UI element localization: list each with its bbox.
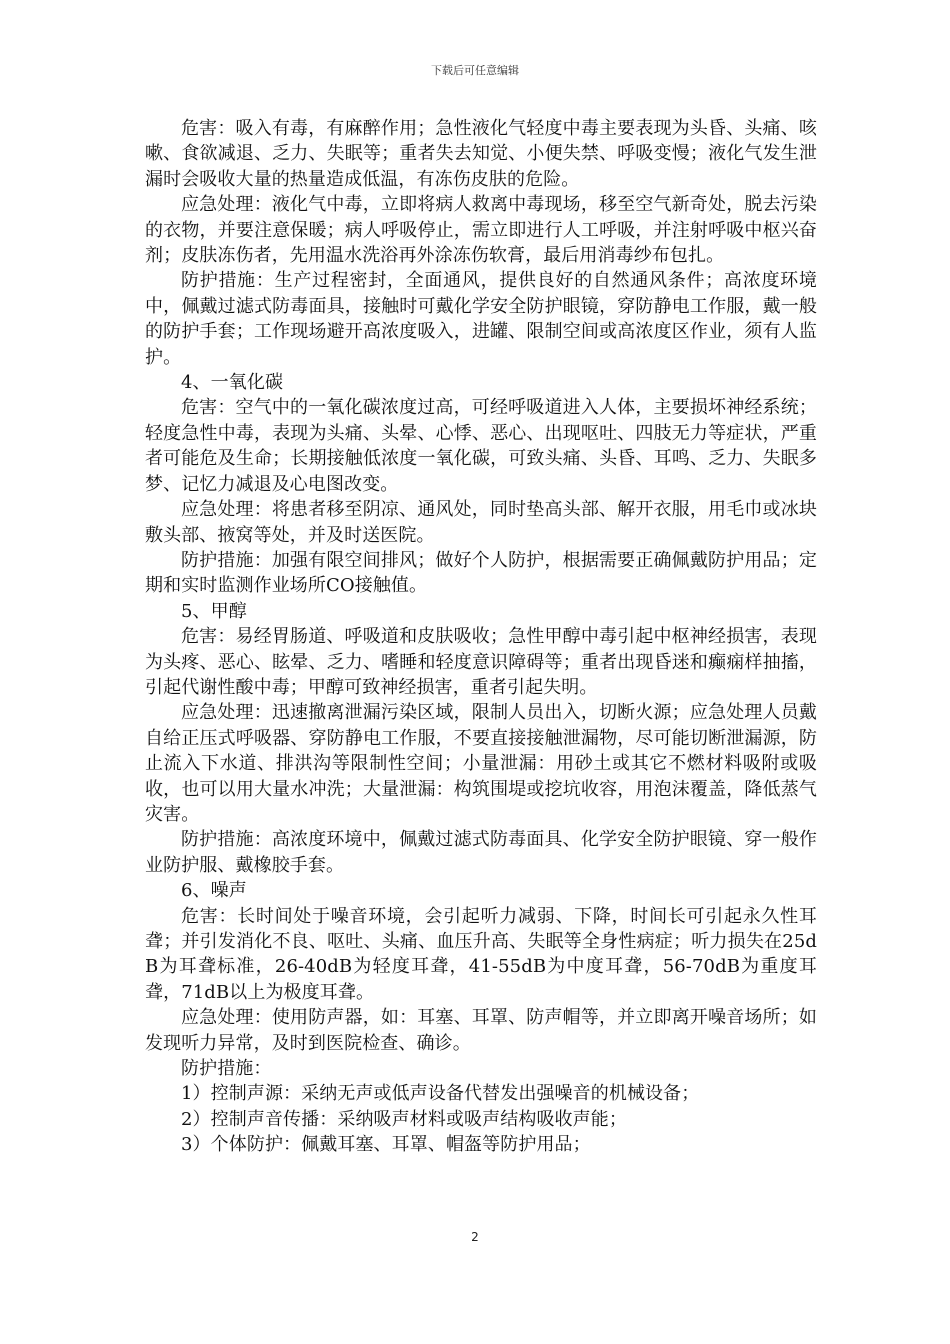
section-heading-co: 4、一氧化碳 <box>181 372 284 394</box>
paragraph-co-hazard: 危害：空气中的一氧化碳浓度过高，可经呼吸道进入人体，主要损坏神经系统；轻度急性中毒，表现为头痛、头晕、心悸、恶心、出现呕吐、四肢无力等症状，严重者可能危及生命；长期接触低浓度一氧化碳，可致头痛、头昏、耳鸣、乏力、失眠多梦、记忆力减退及心电图改变。 <box>145 397 817 495</box>
document-body <box>145 116 817 1158</box>
paragraph-lpg-protection: 防护措施：生产过程密封，全面通风，提供良好的自然通风条件；高浓度环境中，佩戴过滤式防毒面具，接触时可戴化学安全防护眼镜，穿防静电工作服，戴一般的防护手套；工作现场避开高浓度吸入，进罐、限制空间或高浓度区作业，须有人监护。 <box>145 270 817 368</box>
paragraph-methanol-hazard: 危害：易经胃肠道、呼吸道和皮肤吸收；急性甲醇中毒引起中枢神经损害，表现为头疼、恶心、眩晕、乏力、嗜睡和轻度意识障碍等；重者出现昏迷和癫痫样抽搐，引起代谢性酸中毒；甲醇可致神经损害，重者引起失明。 <box>145 626 817 698</box>
paragraph-noise-hazard: 危害：长时间处于噪音环境，会引起听力减弱、下降，时间长可引起永久性耳聋；并引发消化不良、呕吐、头痛、血压升高、失眠等全身性病症；听力损失在25dB为耳聋标准，26-40dB为轻度耳聋，41-55dB为中度耳聋，56-70dB为重度耳聋，71dB以上为极度耳聋。 <box>145 905 817 1003</box>
list-item-personal-protection: 3）个体防护：佩戴耳塞、耳罩、帽盔等防护用品； <box>181 1134 591 1156</box>
paragraph-noise-emergency: 应急处理：使用防声器，如：耳塞、耳罩、防声帽等，并立即离开噪音场所；如发现听力异常，及时到医院检查、确诊。 <box>145 1007 817 1054</box>
paragraph-co-protection: 防护措施：加强有限空间排风；做好个人防护，根据需要正确佩戴防护用品；定期和实时监测作业场所CO接触值。 <box>145 549 817 597</box>
paragraph-lpg-hazard: 危害：吸入有毒，有麻醉作用；急性液化气轻度中毒主要表现为头昏、头痛、咳嗽、食欲减退、乏力、失眠等；重者失去知觉、小便失禁、呼吸变慢；液化气发生泄漏时会吸收大量的热量造成低温，有冻伤皮肤的危险。 <box>145 118 817 190</box>
page-number: 2 <box>471 1230 479 1244</box>
paragraph-noise-protection-label: 防护措施： <box>181 1058 272 1080</box>
section-heading-methanol: 5、甲醇 <box>181 600 247 622</box>
list-item-transmission-control: 2）控制声音传播：采纳吸声材料或吸声结构吸收声能； <box>181 1108 627 1130</box>
page-header: 下载后可任意编辑 <box>431 64 519 77</box>
paragraph-lpg-emergency: 应急处理：液化气中毒，立即将病人救离中毒现场，移至空气新奇处，脱去污染的衣物，并要注意保暖；病人呼吸停止，需立即进行人工呼吸，并注射呼吸中枢兴奋剂；皮肤冻伤者，先用温水洗浴再外涂冻伤软膏，最后用消毒纱布包扎。 <box>145 194 817 267</box>
paragraph-co-emergency: 应急处理：将患者移至阴凉、通风处，同时垫高头部、解开衣服，用毛巾或冰块敷头部、掖窝等处，并及时送医院。 <box>145 499 817 546</box>
list-item-source-control: 1）控制声源：采纳无声或低声设备代替发出强噪音的机械设备； <box>181 1083 700 1105</box>
paragraph-methanol-protection: 防护措施：高浓度环境中，佩戴过滤式防毒面具、化学安全防护眼镜、穿一般作业防护服、戴橡胶手套。 <box>145 829 817 876</box>
paragraph-methanol-emergency: 应急处理：迅速撤离泄漏污染区域，限制人员出入，切断火源；应急处理人员戴自给正压式呼吸器、穿防静电工作服，不要直接接触泄漏物，尽可能切断泄漏源，防止流入下水道、排洪沟等限制性空间；小量泄漏：用砂土或其它不燃材料吸附或吸收，也可以用大量水冲洗；大量泄漏：构筑围堤或挖坑收容，用泡沫覆盖，降低蒸气灾害。 <box>145 702 817 825</box>
section-heading-noise: 6、噪声 <box>181 880 247 902</box>
